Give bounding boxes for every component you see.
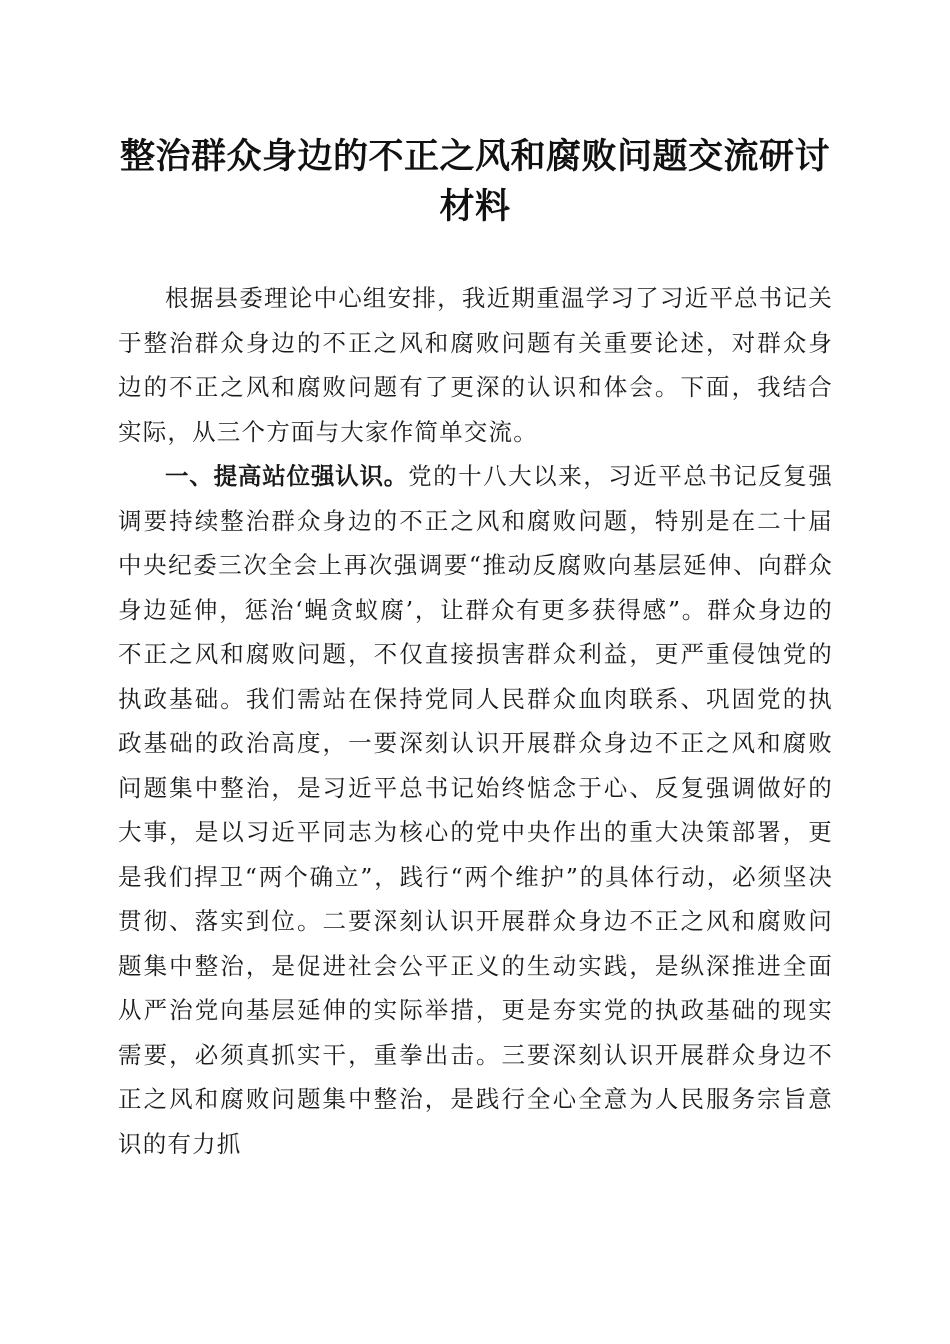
- paragraph-section-1: [118, 454, 833, 1166]
- paragraph-intro: [118, 276, 833, 454]
- document-body: [118, 276, 833, 1166]
- paragraph-text: 党的十八大以来，习近平总书记反复强调要持续整治群众身边的不正之风和腐败问题，特别是在二十届中央纪委三次全会上再次强调要“推动反腐败向基层延伸、向群众身边延伸，惩治‘蝇贪蚁腐’，让群众有更多获得感”。群众身边的不正之风和腐败问题，不仅直接损害群众利益，更严重侵蚀党的执政基础。我们需站在保持党同人民群众血肉联系、巩固党的执政基础的政治高度，一要深刻认识开展群众身边不正之风和腐败问题集中整治，是习近平总书记始终惦念于心、反复强调做好的大事，是以习近平同志为核心的党中央作出的重大决策部署，更是我们捍卫“两个确立”，践行“两个维护”的具体行动，必须坚决贯彻、落实到位。二要深刻认识开展群众身边不正之风和腐败问题集中整治，是促进社会公平正义的生动实践，是纵深推进全面从严治党向基层延伸的实际举措，更是夯实党的执政基础的现实需要，必须真抓实干，重拳出击。三要深刻认识开展群众身边不正之风和腐败问题集中整治，是践行全心全意为人民服务宗旨意识的有力抓: [118, 462, 834, 1158]
- section-heading: 一、提高站位强认识。: [165, 462, 409, 490]
- document-title: [110, 132, 840, 232]
- paragraph-text: 根据县委理论中心组安排，我近期重温学习了习近平总书记关于整治群众身边的不正之风和腐败问题有关重要论述，对群众身边的不正之风和腐败问题有了更深的认识和体会。下面，我结合实际，从三个方面与大家作简单交流。: [118, 284, 833, 446]
- title-line-1: 整治群众身边的不正之风和腐败问题交流研讨: [119, 136, 830, 177]
- title-line-2: 材料: [439, 186, 511, 227]
